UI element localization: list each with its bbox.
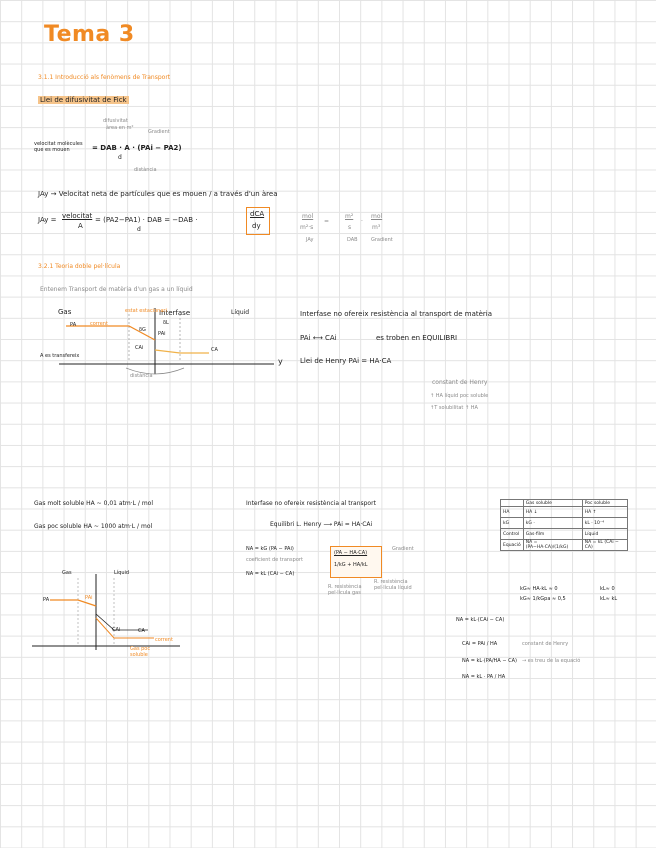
table-cell: HA	[501, 507, 524, 518]
jay-eq-lhs: JAy =	[38, 216, 57, 224]
table-under-2: kG≈ 1/kGpa ≈ 0,5	[520, 596, 566, 602]
unit-2-bot: s	[348, 224, 352, 231]
fick-equation: = DAB · A · (PAi − PA2)	[92, 144, 182, 152]
gas-soluble-line: Gas molt soluble HA ~ 0,01 atm·L / mol	[34, 500, 154, 507]
table-cell: kG ·	[523, 518, 582, 529]
note-henry-constant: constant de Henry	[432, 379, 488, 386]
res-liquid-note: R. resistència pel·lícula líquid	[374, 579, 412, 591]
unit-1-top: mol	[302, 213, 314, 220]
flux-eq-gas: NA = kG (PA − PAi)	[246, 546, 294, 552]
section-subheading-2: Entenem Transport de matèria d'un gas a un líquid	[40, 286, 193, 293]
ann-distance: distància	[134, 167, 157, 173]
bottom-eq-3: NA = kL·(PA/HA − CA)	[462, 658, 517, 664]
fick-law-label: Llei de difusivitat de Fick	[40, 96, 127, 104]
corrent-label: corrent	[90, 321, 108, 327]
unit-lbl-jay: JAy	[306, 237, 314, 243]
plot-poc-label: Gas poc soluble	[130, 646, 151, 658]
gas-label: Gas	[58, 308, 72, 316]
fick-over-d: d	[118, 154, 122, 161]
transfer-label: A es transfereix	[40, 353, 80, 359]
table-under-1: kG≈ HA·kL ≈ 0	[520, 586, 558, 592]
bottom-eq-1: NA = kL·(CAi − CA)	[456, 617, 505, 623]
note-henry-law: Llei de Henry PAi = HA·CA	[300, 357, 392, 365]
unit-3-bot: m³	[372, 224, 381, 231]
interface-no-resistance: Interfase no ofereix resistència al transport	[246, 500, 376, 507]
pai-label: PAi	[158, 331, 166, 337]
plot-poc-profile	[96, 618, 154, 638]
solubility-table	[500, 499, 628, 551]
table-cell: NA = kL (CAi − CA)	[582, 540, 627, 551]
bottom-eq-3-note: → es treu de la equació	[522, 658, 581, 664]
page-title: Tema 3	[44, 22, 135, 47]
table-cell: Gas·film	[523, 529, 582, 540]
flux-gradient-note: Gradient	[392, 546, 414, 552]
unit-3-top: mol	[371, 213, 383, 220]
section-heading-1: 3.1.1 Introducció als fenòmens de Transport	[38, 74, 171, 81]
unit-lbl-grad: Gradient	[371, 237, 393, 243]
unit-dot: ·	[361, 218, 363, 225]
section-heading-2: 3.2.1 Teoria doble pel·lícula	[38, 263, 121, 270]
unit-1-bot: m²·s	[300, 224, 314, 231]
note-equilibrium-b: es troben en EQUILIBRI	[376, 334, 458, 342]
plot-corrent-label: corrent	[155, 637, 173, 643]
plot-gas-label: Gas	[62, 570, 72, 576]
delta-g-label: δG	[139, 327, 146, 333]
note-equilibrium-a: PAi ⟷ CAi	[300, 334, 337, 342]
dca-top: dCA	[250, 210, 265, 218]
table-cell: HA ↑	[582, 507, 627, 518]
y-label: y	[278, 357, 283, 366]
ann-diffusivity: difusivitat	[103, 118, 128, 124]
flux-eq-liquid: NA = kL (CAi − CA)	[246, 571, 295, 577]
plot-cai-label: CAi	[112, 627, 121, 633]
table-row	[501, 529, 628, 540]
plot-ca-label: CA	[138, 628, 145, 634]
jay-definition: JAy → Velocitat neta de partícules que es mouen / a través d'un àrea	[38, 190, 278, 198]
unit-lbl-dab: DAB	[347, 237, 358, 243]
table-header-cell	[501, 500, 524, 507]
delta-l-label: δL	[163, 320, 169, 326]
plot-pa-label: PA	[43, 597, 50, 603]
distance-label: distància	[130, 373, 153, 379]
jay-eq-frac-bot: A	[78, 222, 83, 230]
soluble-plot	[30, 568, 190, 666]
table-cell: Control	[501, 529, 524, 540]
table-cell: Líquid	[582, 529, 627, 540]
jay-eq-frac-top: velocitat	[62, 212, 93, 220]
pa-label: PA	[70, 322, 77, 328]
flux-label: velocitat molècules que es mouen	[34, 141, 83, 153]
table-header-cell: Poc soluble	[582, 500, 627, 507]
gas-poc-soluble-line: Gas poc soluble HA ~ 1000 atm·L / mol	[34, 523, 153, 530]
jay-eq-mid: = (PA2−PA1) · DAB = −DAB ·	[95, 216, 198, 224]
res-gas-note: R. resistència pel·lícula gas	[328, 584, 362, 596]
table-under-3: kL≈ 0	[600, 586, 615, 592]
note-interface: Interfase no ofereix resistència al transport de matèria	[300, 310, 493, 318]
bottom-eq-2-note: constant de Henry	[522, 641, 569, 647]
table-row	[501, 507, 628, 518]
table-cell: kL · 10⁻⁴	[582, 518, 627, 529]
note-ha-soluble: ↑ HA líquid poc soluble	[430, 393, 489, 399]
ann-area: àrea en m²	[106, 125, 134, 131]
table-cell: kG	[501, 518, 524, 529]
table-row	[501, 518, 628, 529]
liquid-profile	[155, 350, 209, 353]
ca-label: CA	[211, 347, 218, 353]
unit-eq-1: =	[324, 218, 330, 225]
flux-eq-note: coeficient de transport	[246, 557, 303, 563]
table-header-cell: Gas soluble	[523, 500, 582, 507]
equilibrium-henry: Equilibri L. Henry ⟶ PAi = HA·CAi	[270, 521, 373, 528]
plot-pai-label: PAi	[85, 595, 93, 601]
table-header-row	[501, 500, 628, 507]
bottom-eq-2: CAi = PAi / HA	[462, 641, 498, 647]
liquid-label: Líquid	[231, 309, 250, 316]
table-cell: Equació	[501, 540, 524, 551]
plot-liquid-label: Líquid	[114, 570, 130, 576]
table-cell: HA ↓	[523, 507, 582, 518]
jay-eq-over-d: d	[137, 226, 141, 233]
estat-label: estat estacionari	[125, 308, 167, 314]
cai-label: CAi	[135, 345, 144, 351]
note-temp: ↑T solubilitat ↑ HA	[430, 405, 478, 411]
dca-bot: dy	[252, 222, 261, 230]
table-under-4: kL≈ kL	[600, 596, 618, 602]
flux-frac-top: (PA − HA·CA)	[334, 550, 368, 556]
table-cell: NA = (PA−HA·CA)/(1/kG)	[523, 540, 582, 551]
table-row	[501, 540, 628, 551]
ann-gradient: Gradient	[148, 129, 170, 135]
flux-frac-bot: 1/kG + HA/kL	[334, 562, 368, 568]
unit-2-top: m²	[345, 213, 354, 220]
bottom-eq-4: NA = kL · PA / HA	[462, 674, 506, 680]
interface-label: Interfase	[159, 309, 191, 317]
